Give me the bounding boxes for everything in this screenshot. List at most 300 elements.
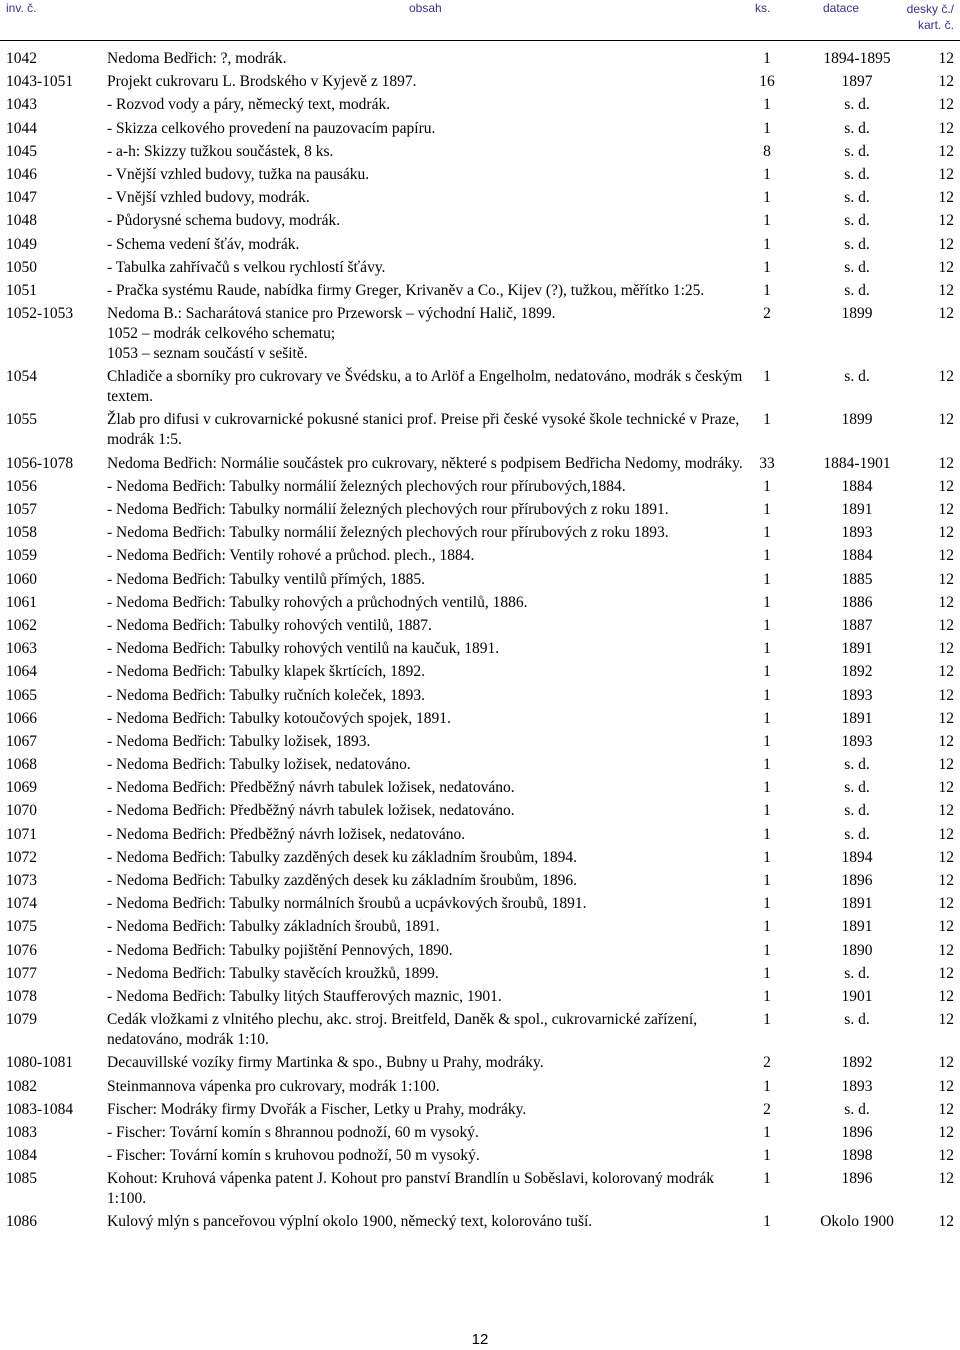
inv-number [0,1053,107,1076]
dating [784,755,930,778]
table-row [0,211,960,234]
box-number [930,1146,960,1169]
item-count-text: 1 [763,1077,771,1095]
inv-number [0,1212,107,1235]
table-row [0,1169,960,1212]
box-number-text: 12 [938,189,954,207]
box-number [930,1100,960,1123]
item-count-text: 1 [763,50,771,67]
item-count-text: 2 [763,305,771,323]
box-number-text: 12 [938,1011,954,1029]
box-number-text: 12 [938,119,954,137]
box-number [930,1212,960,1235]
inv-number [0,1146,107,1169]
item-count [750,778,784,801]
description-text: - Fischer: Tovární komín s kruhovou podnoží, 50 m vysoký. [107,1147,480,1165]
box-number-text: 12 [938,1170,954,1188]
box-number-text: 12 [938,281,954,299]
dating [784,941,930,964]
inv-number-text: 1045 [6,142,37,160]
table-row [0,848,960,871]
dating [784,546,930,569]
description-text: - a-h: Skizzy tužkou součástek, 8 ks. [107,142,334,160]
dating [784,188,930,211]
inv-number [0,258,107,281]
description-text: - Tabulka zahřívačů s velkou rychlostí šťávy. [107,258,386,276]
item-count [750,454,784,477]
dating-text: 1891 [841,895,873,913]
description [107,165,750,188]
description [107,1100,750,1123]
item-count [750,825,784,848]
dating [784,281,930,304]
dating-text: s. d. [844,964,870,982]
inv-number-text: 1067 [6,732,37,750]
description-text: - Nedoma Bedřich: Tabulky rohových ventilů, 1887. [107,616,432,634]
dating-text: 1896 [841,872,873,889]
dating-text: s. d. [844,825,870,843]
dating-text: 1898 [841,1147,873,1165]
table-row [0,593,960,616]
table-row [0,1010,960,1053]
description [107,454,750,477]
box-number [930,235,960,258]
item-count-text: 1 [763,368,771,386]
box-number-text: 12 [938,1100,954,1118]
dating [784,235,930,258]
item-count [750,941,784,964]
description [107,871,750,894]
table-row [0,500,960,523]
dating-text: 1901 [841,987,873,1005]
table-row [0,662,960,685]
inv-number [0,732,107,755]
dating-text: 1884 [841,477,873,495]
table-row [0,258,960,281]
box-number [930,188,960,211]
box-number [930,454,960,477]
dating [784,801,930,824]
item-count-text: 8 [763,142,771,160]
dating-text: 1894 [841,848,873,866]
item-count [750,211,784,234]
dating [784,304,930,367]
box-number [930,281,960,304]
inv-number [0,686,107,709]
box-number-text: 12 [938,663,954,681]
dating [784,709,930,732]
box-number [930,211,960,234]
inv-number-text: 1083 [6,1123,37,1141]
dating [784,1169,930,1212]
table-row [0,1053,960,1076]
inv-number-text: 1058 [6,524,37,542]
table-row [0,987,960,1010]
table-row [0,1077,960,1100]
item-count-text: 1 [763,1011,771,1029]
item-count [750,258,784,281]
dating [784,142,930,165]
item-count-text: 1 [763,165,771,183]
dating [784,1212,930,1235]
dating-text: 1892 [841,663,873,681]
box-number [930,871,960,894]
box-number [930,709,960,732]
dating-text: s. d. [844,1011,870,1029]
item-count [750,1212,784,1235]
item-count [750,639,784,662]
table-row [0,523,960,546]
item-count-text: 1 [763,235,771,253]
box-number [930,755,960,778]
inv-number-text: 1059 [6,547,37,565]
description [107,825,750,848]
description-text: Cedák vložkami z vlnitého plechu, akc. stroj. Breitfeld, Daněk & spol., cukrovarnické zařízení, nedatováno, modrák 1:10. [107,1011,698,1049]
box-number [930,477,960,500]
description-text: - Nedoma Bedřich: Tabulky základních šroubů, 1891. [107,918,440,936]
item-count-text: 1 [763,987,771,1005]
table-row [0,367,960,410]
item-count [750,367,784,410]
inv-number [0,142,107,165]
description-text: - Nedoma Bedřich: Tabulky ložisek, nedatováno. [107,756,411,774]
inv-number [0,188,107,211]
inv-number-text: 1063 [6,640,37,658]
description [107,1146,750,1169]
inv-number [0,871,107,894]
description-text: Fischer: Modráky firmy Dvořák a Fischer, Letky u Prahy, modráky. [107,1100,527,1118]
table-row [0,616,960,639]
dating [784,1010,930,1053]
description-text: - Nedoma Bedřich: Tabulky zazděných desek ku základním šroubům, 1894. [107,848,577,866]
box-number [930,1123,960,1146]
item-count-text: 1 [763,732,771,750]
description [107,281,750,304]
box-number [930,941,960,964]
description-subline: 1052 – modrák celkového schematu; [107,325,336,343]
page-number: 12 [471,1331,489,1348]
table-row [0,235,960,258]
item-count-text: 1 [763,918,771,936]
description [107,964,750,987]
description-text: - Nedoma Bedřich: Tabulky stavěcích kroužků, 1899. [107,964,439,982]
dating [784,454,930,477]
inv-number [0,410,107,453]
description-text: - Skizza celkového provedení na pauzovacím papíru. [107,119,436,137]
table-row [0,188,960,211]
box-number-text: 12 [938,941,954,959]
item-count-text: 33 [759,454,775,472]
inv-number-text: 1076 [6,941,37,959]
box-number [930,686,960,709]
inv-number-text: 1074 [6,895,37,913]
description-text: - Nedoma Bedřich: Předběžný návrh tabulek ložisek, nedatováno. [107,779,515,797]
box-number [930,165,960,188]
item-count [750,871,784,894]
item-count-text: 1 [763,1213,771,1231]
description [107,258,750,281]
inv-number [0,848,107,871]
dating-text: 1891 [841,709,873,727]
description-text: - Fischer: Tovární komín s 8hrannou podnoží, 60 m vysoký. [107,1123,479,1141]
description [107,987,750,1010]
box-number [930,95,960,118]
table-row [0,477,960,500]
inv-number-text: 1073 [6,872,37,889]
description-text: - Nedoma Bedřich: Tabulky litých Staufferových maznic, 1901. [107,987,502,1005]
description-text: Nedoma Bedřich: Normálie součástek pro cukrovary, některé s podpisem Bedřicha Nedomy, modráky. [107,454,743,472]
dating-text: s. d. [844,779,870,797]
inv-number-text: 1042 [6,50,37,67]
item-count [750,1053,784,1076]
description [107,894,750,917]
box-number [930,778,960,801]
item-count [750,801,784,824]
item-count-text: 1 [763,524,771,542]
dating [784,848,930,871]
dating-text: s. d. [844,235,870,253]
table-row [0,825,960,848]
box-number-text: 12 [938,411,954,429]
dating-text: 1893 [841,686,873,704]
table-row [0,964,960,987]
box-number-text: 12 [938,848,954,866]
inv-number-text: 1051 [6,281,37,299]
item-count [750,662,784,685]
item-count [750,477,784,500]
item-count-text: 1 [763,1123,771,1141]
inv-number-text: 1044 [6,119,37,137]
dating [784,639,930,662]
box-number-text: 12 [938,1147,954,1165]
header-obsah: obsah [409,1,442,15]
inv-number [0,454,107,477]
item-count-text: 1 [763,547,771,565]
table-row [0,894,960,917]
inv-number [0,616,107,639]
box-number-text: 12 [938,570,954,588]
dating [784,367,930,410]
dating [784,778,930,801]
item-count [750,570,784,593]
dating [784,523,930,546]
dating-text: s. d. [844,368,870,386]
dating-text: 1893 [841,732,873,750]
item-count [750,894,784,917]
dating-text: Okolo 1900 [820,1213,894,1231]
box-number [930,1010,960,1053]
box-number-text: 12 [938,593,954,611]
item-count [750,500,784,523]
dating-text: s. d. [844,1100,870,1118]
box-number-text: 12 [938,872,954,889]
table-row [0,686,960,709]
box-number [930,1169,960,1212]
table-row [0,281,960,304]
dating [784,1053,930,1076]
dating-text: 1885 [841,570,873,588]
description-text: Chladiče a sborníky pro cukrovary ve Švédsku, a to Arlöf a Engelholm, nedatováno, modrák s českým textem. [107,368,743,406]
item-count-text: 1 [763,501,771,518]
item-count-text: 1 [763,686,771,704]
inv-number-text: 1048 [6,212,37,230]
dating-text: 1891 [841,640,873,658]
dating-text: 1896 [841,1170,873,1188]
dating [784,258,930,281]
item-count [750,1146,784,1169]
table-row [0,871,960,894]
box-number-text: 12 [938,686,954,704]
dating-text: s. d. [844,212,870,230]
inv-number [0,49,107,72]
dating-text: 1893 [841,524,873,542]
description [107,1010,750,1053]
item-count [750,142,784,165]
header-ks: ks. [755,1,771,15]
dating [784,1100,930,1123]
dating [784,894,930,917]
item-count-text: 1 [763,189,771,207]
inv-number-text: 1047 [6,189,37,207]
description [107,616,750,639]
box-number [930,801,960,824]
table-row [0,546,960,569]
inv-number [0,801,107,824]
description [107,1123,750,1146]
description-text: - Nedoma Bedřich: Tabulky rohových a průchodných ventilů, 1886. [107,593,528,611]
item-count-text: 1 [763,964,771,982]
header-divider [0,40,960,41]
item-count-text: 1 [763,895,771,913]
inv-number-text: 1086 [6,1213,37,1231]
inv-number [0,662,107,685]
inv-number [0,1010,107,1053]
description [107,1053,750,1076]
inv-number-text: 1078 [6,987,37,1005]
inv-number-text: 1061 [6,593,37,611]
box-number-text: 12 [938,501,954,518]
box-number-text: 12 [938,756,954,774]
dating [784,732,930,755]
item-count [750,1123,784,1146]
item-count-text: 1 [763,477,771,495]
item-count-text: 1 [763,640,771,658]
description [107,304,750,367]
inv-number [0,1077,107,1100]
box-number-text: 12 [938,96,954,114]
item-count [750,917,784,940]
table-row [0,639,960,662]
box-number [930,142,960,165]
description-text: Projekt cukrovaru L. Brodského v Kyjevě z 1897. [107,73,417,91]
inv-number [0,546,107,569]
table-row [0,917,960,940]
description [107,570,750,593]
item-count [750,1100,784,1123]
dating-text: 1884 [841,547,873,565]
inv-number [0,304,107,367]
inv-number-text: 1043 [6,96,37,114]
inv-number-text: 1071 [6,825,37,843]
dating-text: 1887 [841,616,873,634]
item-count [750,410,784,453]
description [107,1169,750,1212]
item-count [750,281,784,304]
header-desky-line2: kart. č. [917,18,954,32]
inv-number-text: 1054 [6,368,37,386]
box-number-text: 12 [938,142,954,160]
dating-text: s. d. [844,119,870,137]
item-count [750,119,784,142]
dating [784,410,930,453]
description [107,95,750,118]
table-row [0,95,960,118]
inv-number [0,825,107,848]
inv-number-text: 1065 [6,686,37,704]
inv-number [0,1169,107,1212]
dating [784,825,930,848]
box-number [930,367,960,410]
inv-number-text: 1072 [6,848,37,866]
dating-text: s. d. [844,281,870,299]
dating [784,211,930,234]
dating [784,1077,930,1100]
item-count-text: 1 [763,756,771,774]
box-number [930,523,960,546]
inv-number [0,894,107,917]
item-count [750,304,784,367]
description [107,72,750,95]
box-number-text: 12 [938,165,954,183]
inv-number-text: 1085 [6,1170,37,1188]
inv-number-text: 1060 [6,570,37,588]
dating [784,477,930,500]
inventory-rows [0,49,960,1236]
dating [784,570,930,593]
description-text: Kulový mlýn s panceřovou výplní okolo 1900, německý text, kolorováno tuší. [107,1213,593,1231]
box-number-text: 12 [938,235,954,253]
description-text: - Nedoma Bedřich: Předběžný návrh tabulek ložisek, nedatováno. [107,802,515,820]
dating-text: 1884-1901 [823,454,891,472]
header-desky-line1: desky č./ [906,2,954,16]
box-number-text: 12 [938,987,954,1005]
dating [784,95,930,118]
description-text: - Vnější vzhled budovy, tužka na pausáku. [107,165,370,183]
box-number-text: 12 [938,895,954,913]
item-count-text: 1 [763,802,771,820]
box-number-text: 12 [938,1123,954,1141]
description-text: Kohout: Kruhová vápenka patent J. Kohout pro panství Brandlín u Soběslavi, kolorovaný modrák 1:100. [107,1170,714,1208]
dating-text: s. d. [844,142,870,160]
inv-number [0,523,107,546]
description-text: - Pračka systému Raude, nabídka firmy Greger, Krivaněv a Co., Kijev (?), tužkou, měřítko 1:25. [107,281,705,299]
item-count-text: 1 [763,258,771,276]
item-count-text: 1 [763,281,771,299]
box-number-text: 12 [938,640,954,658]
item-count [750,72,784,95]
header-inv: inv. č. [6,1,37,15]
inv-number [0,211,107,234]
item-count-text: 1 [763,1147,771,1165]
item-count [750,987,784,1010]
box-number-text: 12 [938,305,954,323]
inv-number-text: 1062 [6,616,37,634]
table-row [0,119,960,142]
inv-number [0,235,107,258]
item-count [750,165,784,188]
description [107,686,750,709]
description [107,709,750,732]
